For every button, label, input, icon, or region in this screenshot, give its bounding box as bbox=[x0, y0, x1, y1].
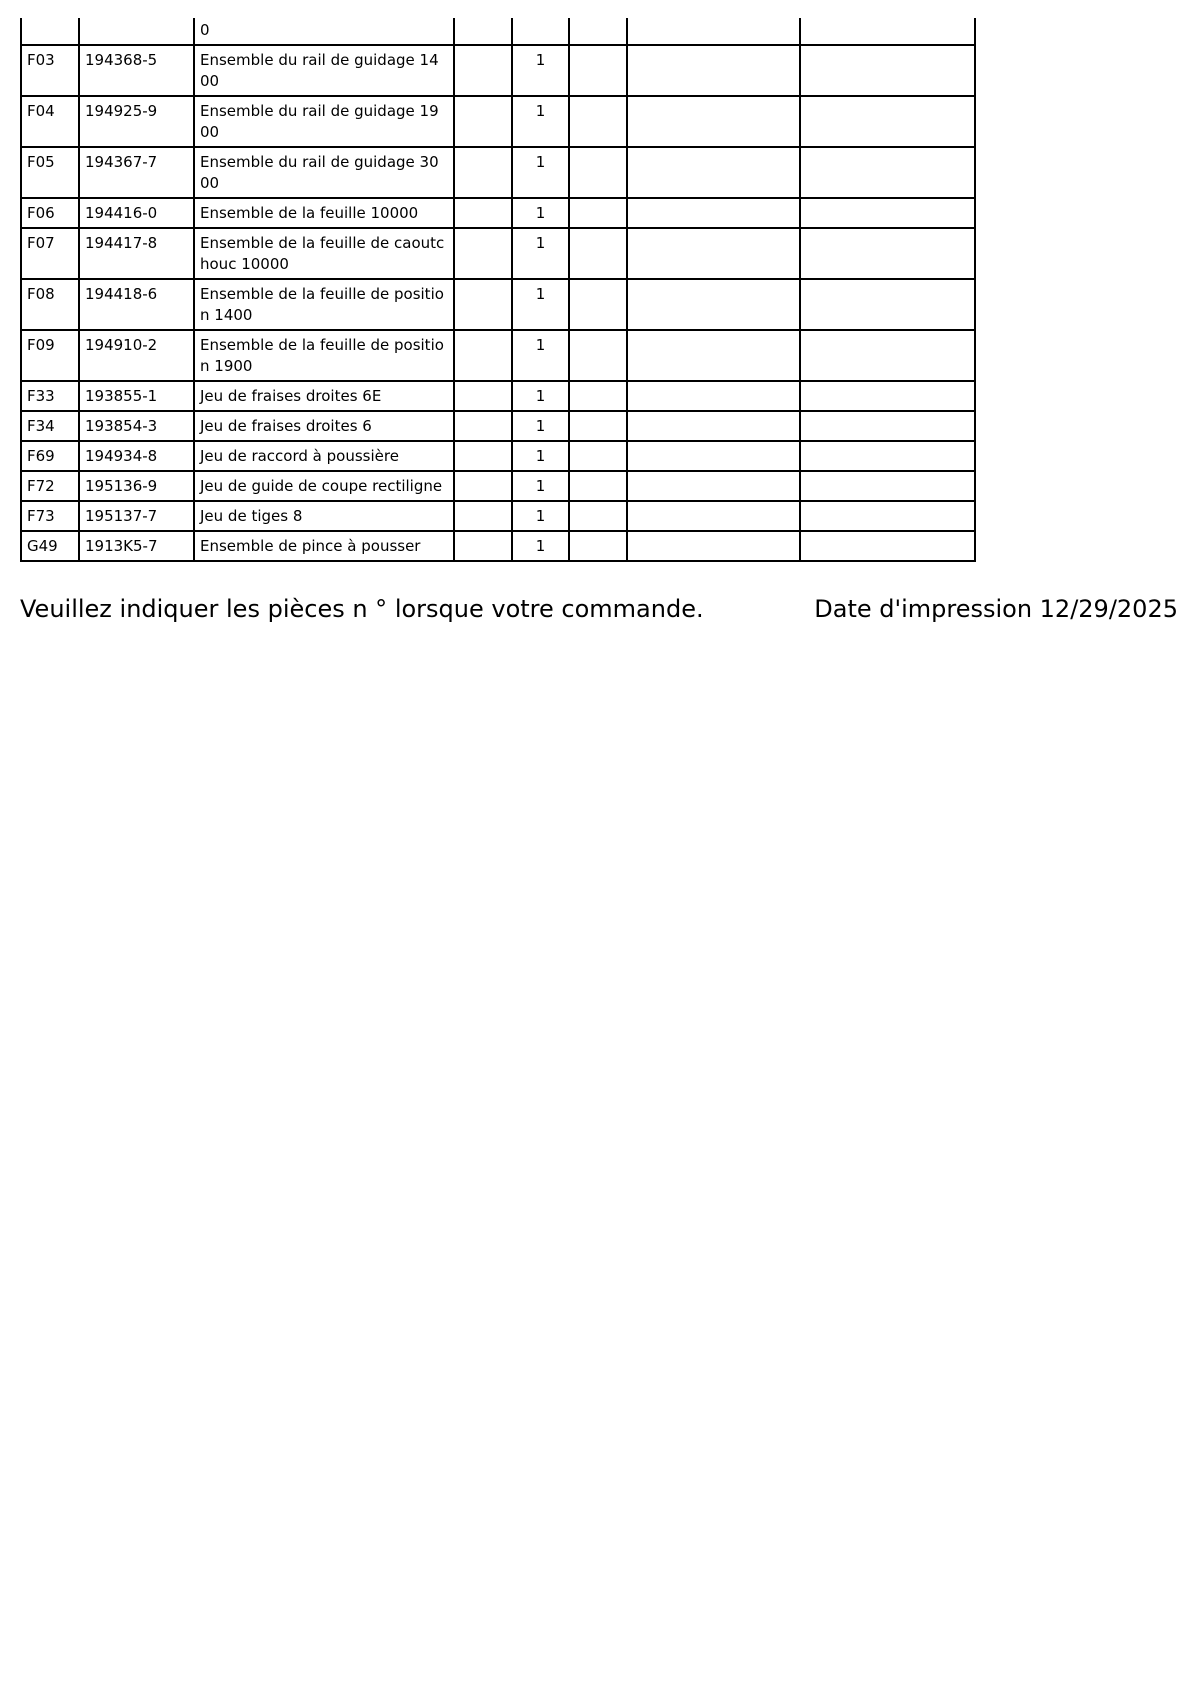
part-number-cell: 194417-8 bbox=[79, 228, 194, 279]
description-cell: Jeu de raccord à poussière bbox=[194, 441, 454, 471]
parts-table-body bbox=[21, 18, 975, 561]
quantity-cell: 1 bbox=[512, 198, 569, 228]
table-row bbox=[21, 330, 975, 381]
blank-cell bbox=[627, 198, 800, 228]
quantity-cell: 1 bbox=[512, 501, 569, 531]
blank-cell bbox=[569, 18, 627, 45]
description-cell: Ensemble de la feuille 10000 bbox=[194, 198, 454, 228]
part-number-cell: 194910-2 bbox=[79, 330, 194, 381]
order-note: Veuillez indiquer les pièces n ° lorsque votre commande. bbox=[20, 595, 704, 623]
ref-cell: F09 bbox=[21, 330, 79, 381]
blank-cell bbox=[454, 501, 512, 531]
quantity-cell bbox=[512, 18, 569, 45]
blank-cell bbox=[800, 501, 975, 531]
part-number-cell: 194367-7 bbox=[79, 147, 194, 198]
ref-cell: G49 bbox=[21, 531, 79, 561]
description-cell: Jeu de tiges 8 bbox=[194, 501, 454, 531]
blank-cell bbox=[454, 96, 512, 147]
blank-cell bbox=[627, 411, 800, 441]
description-cell: Jeu de fraises droites 6E bbox=[194, 381, 454, 411]
description-cell: Ensemble du rail de guidage 1400 bbox=[194, 45, 454, 96]
quantity-cell: 1 bbox=[512, 45, 569, 96]
description-cell: Jeu de guide de coupe rectiligne bbox=[194, 471, 454, 501]
blank-cell bbox=[454, 531, 512, 561]
quantity-cell: 1 bbox=[512, 330, 569, 381]
blank-cell bbox=[569, 279, 627, 330]
blank-cell bbox=[569, 471, 627, 501]
blank-cell bbox=[800, 228, 975, 279]
quantity-cell: 1 bbox=[512, 411, 569, 441]
ref-cell: F69 bbox=[21, 441, 79, 471]
blank-cell bbox=[800, 381, 975, 411]
blank-cell bbox=[569, 147, 627, 198]
blank-cell bbox=[627, 147, 800, 198]
blank-cell bbox=[800, 279, 975, 330]
table-row bbox=[21, 96, 975, 147]
blank-cell bbox=[454, 471, 512, 501]
quantity-cell: 1 bbox=[512, 228, 569, 279]
description-cell: Ensemble de pince à pousser bbox=[194, 531, 454, 561]
blank-cell bbox=[569, 501, 627, 531]
blank-cell bbox=[627, 45, 800, 96]
blank-cell bbox=[800, 96, 975, 147]
ref-cell: F05 bbox=[21, 147, 79, 198]
ref-cell: F33 bbox=[21, 381, 79, 411]
ref-cell: F04 bbox=[21, 96, 79, 147]
part-number-cell: 194934-8 bbox=[79, 441, 194, 471]
table-row bbox=[21, 45, 975, 96]
blank-cell bbox=[569, 228, 627, 279]
description-cell: Ensemble de la feuille de caoutchouc 10000 bbox=[194, 228, 454, 279]
blank-cell bbox=[800, 147, 975, 198]
blank-cell bbox=[569, 330, 627, 381]
blank-cell bbox=[800, 471, 975, 501]
blank-cell bbox=[627, 471, 800, 501]
table-row bbox=[21, 531, 975, 561]
blank-cell bbox=[800, 411, 975, 441]
table-row bbox=[21, 279, 975, 330]
blank-cell bbox=[800, 330, 975, 381]
quantity-cell: 1 bbox=[512, 279, 569, 330]
ref-cell: F73 bbox=[21, 501, 79, 531]
blank-cell bbox=[569, 96, 627, 147]
blank-cell bbox=[627, 531, 800, 561]
description-cell: Ensemble de la feuille de position 1400 bbox=[194, 279, 454, 330]
ref-cell: F34 bbox=[21, 411, 79, 441]
parts-table bbox=[20, 18, 976, 562]
blank-cell bbox=[627, 96, 800, 147]
quantity-cell: 1 bbox=[512, 471, 569, 501]
ref-cell bbox=[21, 18, 79, 45]
blank-cell bbox=[454, 228, 512, 279]
blank-cell bbox=[569, 441, 627, 471]
blank-cell bbox=[454, 45, 512, 96]
ref-cell: F06 bbox=[21, 198, 79, 228]
blank-cell bbox=[454, 279, 512, 330]
blank-cell bbox=[454, 198, 512, 228]
part-number-cell: 194418-6 bbox=[79, 279, 194, 330]
blank-cell bbox=[800, 441, 975, 471]
description-cell: 0 bbox=[194, 18, 454, 45]
description-cell: Ensemble du rail de guidage 1900 bbox=[194, 96, 454, 147]
quantity-cell: 1 bbox=[512, 531, 569, 561]
part-number-cell: 193855-1 bbox=[79, 381, 194, 411]
table-row bbox=[21, 441, 975, 471]
table-row bbox=[21, 501, 975, 531]
blank-cell bbox=[454, 18, 512, 45]
quantity-cell: 1 bbox=[512, 381, 569, 411]
blank-cell bbox=[800, 18, 975, 45]
blank-cell bbox=[569, 411, 627, 441]
ref-cell: F08 bbox=[21, 279, 79, 330]
blank-cell bbox=[569, 198, 627, 228]
part-number-cell: 194368-5 bbox=[79, 45, 194, 96]
blank-cell bbox=[800, 198, 975, 228]
ref-cell: F07 bbox=[21, 228, 79, 279]
table-row bbox=[21, 471, 975, 501]
quantity-cell: 1 bbox=[512, 441, 569, 471]
blank-cell bbox=[627, 279, 800, 330]
blank-cell bbox=[454, 147, 512, 198]
blank-cell bbox=[454, 330, 512, 381]
part-number-cell: 194925-9 bbox=[79, 96, 194, 147]
part-number-cell: 193854-3 bbox=[79, 411, 194, 441]
blank-cell bbox=[454, 381, 512, 411]
blank-cell bbox=[627, 228, 800, 279]
blank-cell bbox=[800, 531, 975, 561]
blank-cell bbox=[627, 441, 800, 471]
blank-cell bbox=[627, 18, 800, 45]
table-row bbox=[21, 228, 975, 279]
blank-cell bbox=[627, 501, 800, 531]
part-number-cell: 1913K5-7 bbox=[79, 531, 194, 561]
table-row-continued bbox=[21, 18, 975, 45]
blank-cell bbox=[627, 381, 800, 411]
blank-cell bbox=[569, 45, 627, 96]
table-row bbox=[21, 147, 975, 198]
blank-cell bbox=[454, 411, 512, 441]
table-row bbox=[21, 411, 975, 441]
blank-cell bbox=[800, 45, 975, 96]
table-row bbox=[21, 381, 975, 411]
description-cell: Jeu de fraises droites 6 bbox=[194, 411, 454, 441]
ref-cell: F72 bbox=[21, 471, 79, 501]
blank-cell bbox=[569, 531, 627, 561]
print-date: Date d'impression 12/29/2025 bbox=[814, 595, 1178, 623]
quantity-cell: 1 bbox=[512, 96, 569, 147]
part-number-cell: 195137-7 bbox=[79, 501, 194, 531]
part-number-cell: 194416-0 bbox=[79, 198, 194, 228]
blank-cell bbox=[454, 441, 512, 471]
ref-cell: F03 bbox=[21, 45, 79, 96]
blank-cell bbox=[627, 330, 800, 381]
part-number-cell: 195136-9 bbox=[79, 471, 194, 501]
description-cell: Ensemble de la feuille de position 1900 bbox=[194, 330, 454, 381]
description-cell: Ensemble du rail de guidage 3000 bbox=[194, 147, 454, 198]
table-row bbox=[21, 198, 975, 228]
part-number-cell bbox=[79, 18, 194, 45]
blank-cell bbox=[569, 381, 627, 411]
quantity-cell: 1 bbox=[512, 147, 569, 198]
